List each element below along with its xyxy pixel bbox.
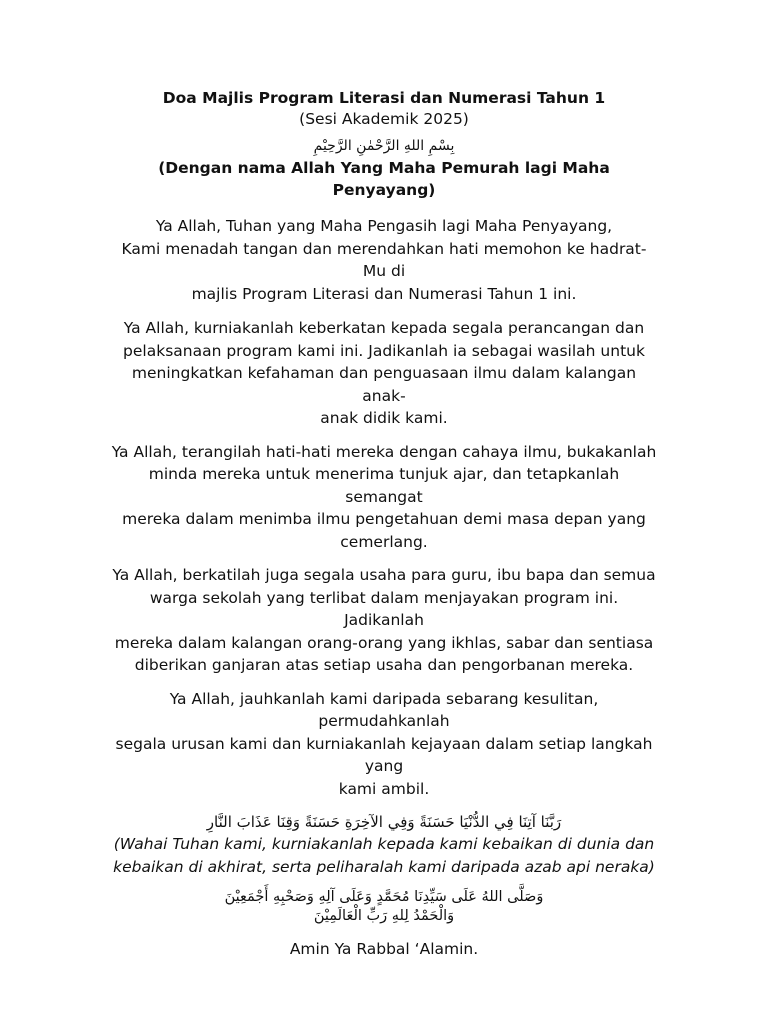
paragraph-line: meningkatkan kefahaman dan penguasaan ilmu dalam kalangan anak- [131,364,637,405]
paragraph-line: mereka dalam menimba ilmu pengetahuan demi masa depan yang [122,510,646,528]
paragraph-line: Ya Allah, terangilah hati-hati mereka dengan cahaya ilmu, bukakanlah [111,442,657,461]
doa-translation [110,833,658,878]
prayer-paragraph-2 [110,441,658,554]
paragraph-line: anak didik kami. [320,409,448,427]
paragraph-line: Ya Allah, jauhkanlah kami daripada sebarang kesulitan, permudahkanlah [169,689,599,730]
closing-line: Amin Ya Rabbal ‘Alamin. [289,940,479,958]
basmala-arabic: بِسْمِ اللهِ الرَّحْمٰنِ الرَّحِيْمِ [313,138,455,154]
paragraph-line: minda mereka untuk menerima tunjuk ajar, dan tetapkanlah semangat [148,465,620,506]
salawat-line: وَالْحَمْدُ لِلهِ رَبِّ الْعَالَمِيْنَ [313,908,455,924]
intro-line: Kami menadah tangan dan merendahkan hati memohon ke hadrat-Mu di [121,239,647,280]
salawat-arabic [110,888,658,926]
paragraph-line: cemerlang. [340,532,428,551]
intro-line: Ya Allah, Tuhan yang Maha Pengasih lagi Maha Penyayang, [155,217,613,235]
doa-arabic: رَبَّنَا آتِنَا فِي الدُّنْيَا حَسَنَةً وَفِي الآخِرَةِ حَسَنَةً وَقِنَا عَذَابَ النَّارِ [206,813,562,831]
prayer-paragraph-1 [110,317,658,430]
prayer-paragraph-3 [110,564,658,677]
paragraph-line: Ya Allah, berkatilah juga segala usaha para guru, ibu bapa dan semua [112,566,656,584]
paragraph-line: kami ambil. [338,779,430,798]
paragraph-line: segala urusan kami dan kurniakanlah kejayaan dalam setiap langkah yang [115,734,653,775]
translation-line: (Wahai Tuhan kami, kurniakanlah kepada kami kebaikan di dunia dan [113,835,655,853]
document-subtitle: (Sesi Akademik 2025) [299,110,469,128]
paragraph-line: diberikan ganjaran atas setiap usaha dan pengorbanan mereka. [134,656,634,674]
paragraph-line: pelaksanaan program kami ini. Jadikanlah ia sebagai wasilah untuk [123,341,645,360]
paragraph-line: mereka dalam kalangan orang-orang yang ikhlas, sabar dan sentiasa [114,633,654,652]
salawat-line: وَصَلَّى اللهُ عَلَى سَيِّدِنَا مُحَمَّدٍ وَعَلَى آلِهِ وَصَحْبِهِ أَجْمَعِيْنَ [224,889,544,905]
paragraph-line: Ya Allah, kurniakanlah keberkatan kepada segala perancangan dan [123,319,645,337]
intro-line: majlis Program Literasi dan Numerasi Tahun 1 ini. [191,284,577,303]
translation-line: kebaikan di akhirat, serta peliharalah kami daripada azab api neraka) [113,857,655,876]
paragraph-line: warga sekolah yang terlibat dalam menjayakan program ini. Jadikanlah [149,588,619,629]
basmala-translation: (Dengan nama Allah Yang Maha Pemurah lagi Maha Penyayang) [158,159,610,199]
prayer-paragraph-4 [110,688,658,801]
document-title: Doa Majlis Program Literasi dan Numerasi Tahun 1 [162,89,606,107]
intro-paragraph [110,215,658,305]
